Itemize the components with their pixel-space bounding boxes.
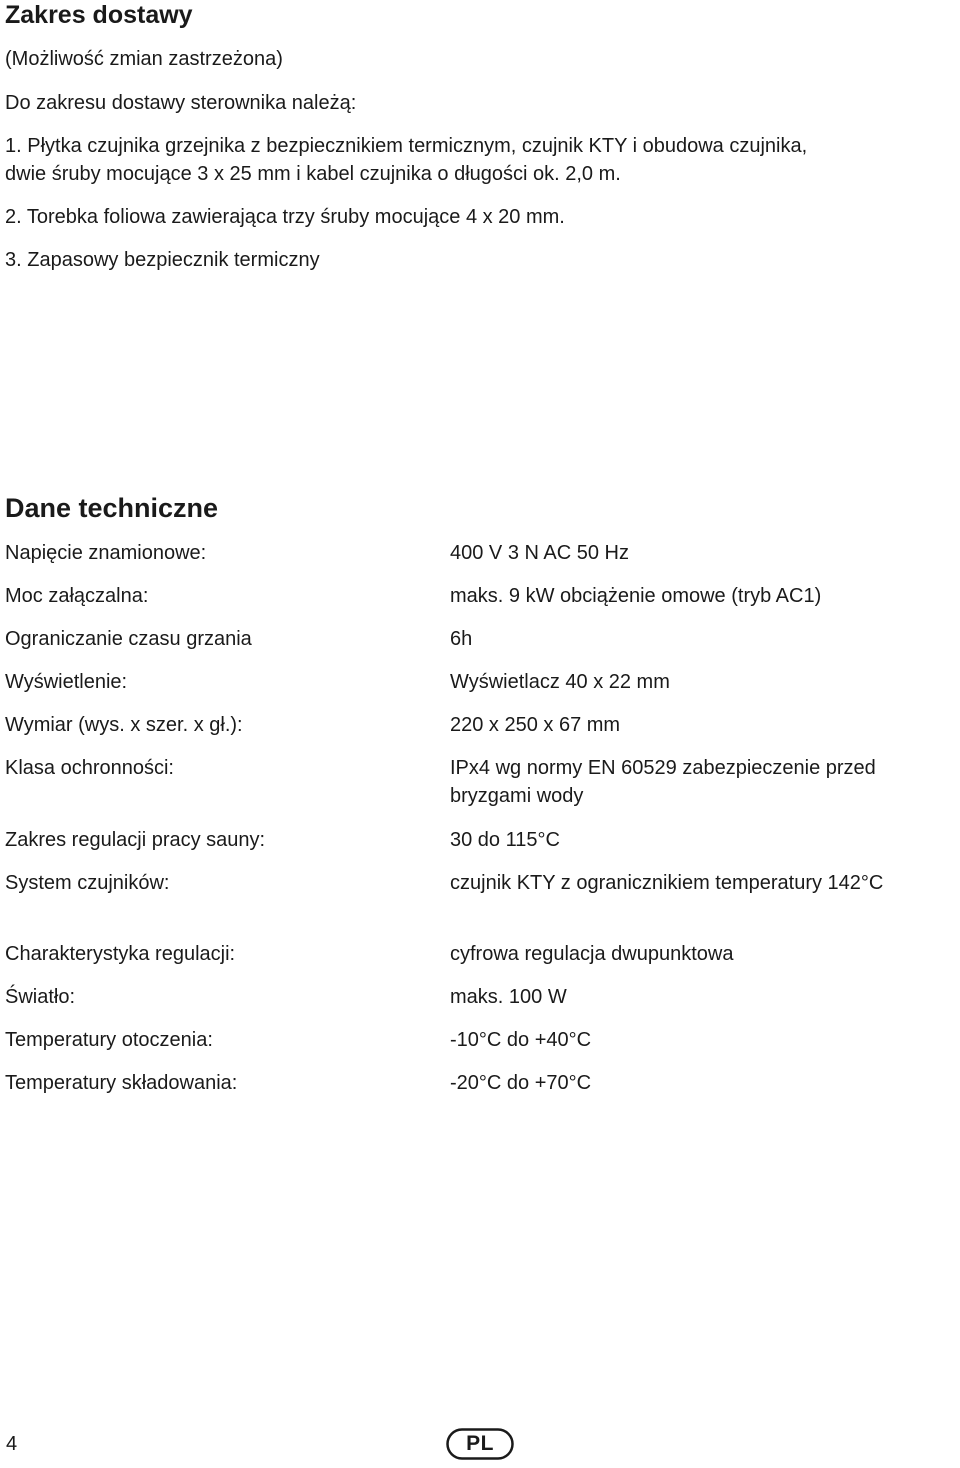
spec-value: IPx4 wg normy EN 60529 zabezpieczenie przed bryzgami wody xyxy=(450,757,876,807)
spec-value: -10°C do +40°C xyxy=(450,1029,592,1051)
spec-label: Klasa ochronności: xyxy=(5,757,174,779)
spec-label: Wyświetlenie: xyxy=(5,671,128,693)
spec-value: 6h xyxy=(450,628,473,650)
spec-label: Temperatury otoczenia: xyxy=(5,1029,213,1051)
spec-label: System czujników: xyxy=(5,872,170,894)
delivery-item-1-line-1: 1. Płytka czujnika grzejnika z bezpiecznikiem termicznym, czujnik KTY i obudowa czujnika, xyxy=(5,135,808,157)
spec-value: 220 x 250 x 67 mm xyxy=(450,714,621,736)
spec-value: -20°C do +70°C xyxy=(450,1072,592,1094)
spec-label: Wymiar (wys. x szer. x gł.): xyxy=(5,714,243,736)
technical-title: Dane techniczne xyxy=(5,493,219,523)
spec-value: cyfrowa regulacja dwupunktowa xyxy=(450,943,734,965)
spec-value: maks. 100 W xyxy=(450,986,567,1008)
delivery-item-2: 2. Torebka foliowa zawierająca trzy śruby mocujące 4 x 20 mm. xyxy=(5,206,565,228)
spec-label: Ograniczanie czasu grzania xyxy=(5,628,252,650)
spec-value: 30 do 115°C xyxy=(450,829,560,851)
spec-label: Temperatury składowania: xyxy=(5,1072,238,1094)
spec-value: maks. 9 kW obciążenie omowe (tryb AC1) xyxy=(450,585,822,607)
delivery-title: Zakres dostawy xyxy=(5,1,193,29)
delivery-note: (Możliwość zmian zastrzeżona) xyxy=(5,48,283,70)
spec-label: Moc załączalna: xyxy=(5,585,149,607)
spec-value: czujnik KTY z ogranicznikiem temperatury 142°C xyxy=(450,872,884,894)
spec-value: 400 V 3 N AC 50 Hz xyxy=(450,542,629,564)
delivery-item-1-line-2: dwie śruby mocujące 3 x 25 mm i kabel czujnika o długości ok. 2,0 m. xyxy=(5,163,621,185)
language-badge xyxy=(446,1428,514,1460)
spec-label: Zakres regulacji pracy sauny: xyxy=(5,829,266,851)
delivery-item-3: 3. Zapasowy bezpiecznik termiczny xyxy=(5,249,320,271)
spec-label: Charakterystyka regulacji: xyxy=(5,943,236,965)
spec-label: Napięcie znamionowe: xyxy=(5,542,207,564)
spec-value: Wyświetlacz 40 x 22 mm xyxy=(450,671,670,693)
language-code: PL xyxy=(466,1432,494,1455)
page-number: 4 xyxy=(6,1433,18,1455)
spec-label: Światło: xyxy=(5,986,76,1008)
delivery-intro: Do zakresu dostawy sterownika należą: xyxy=(5,92,357,114)
